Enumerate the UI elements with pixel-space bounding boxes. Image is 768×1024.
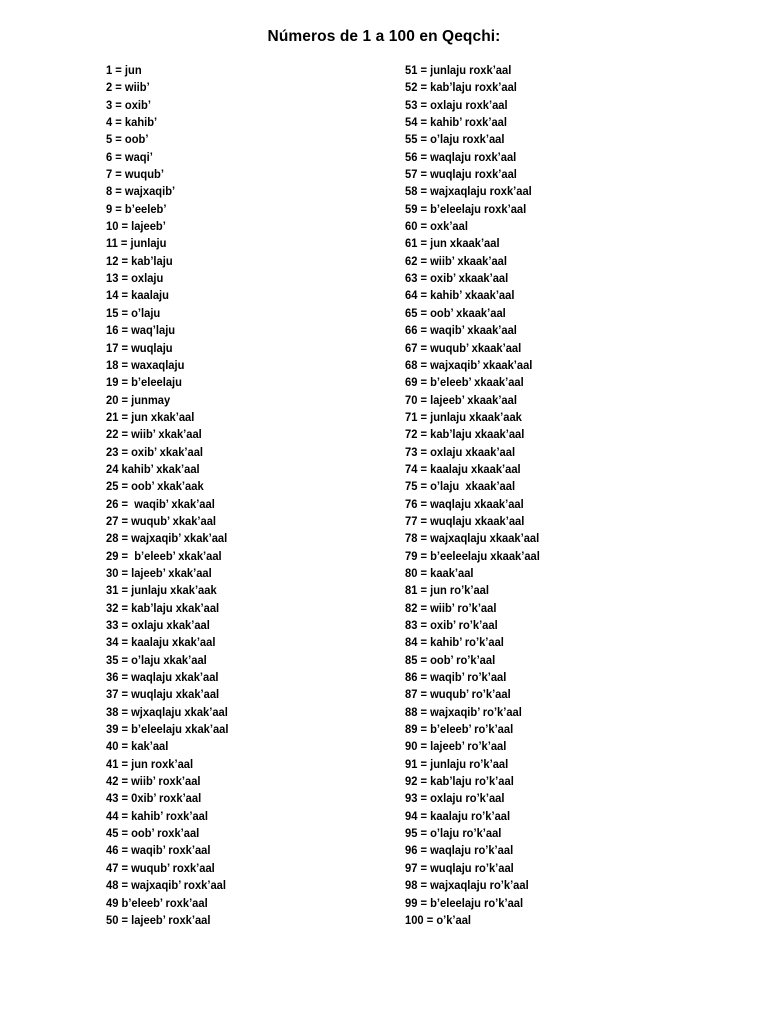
number-entry: 97 = wuqlaju ro’k’aal bbox=[405, 860, 514, 875]
number-entry: 5 = oob’ bbox=[106, 132, 149, 147]
number-entry: 10 = lajeeb’ bbox=[106, 219, 166, 234]
number-entry: 56 = waqlaju roxk’aal bbox=[405, 149, 517, 164]
number-entry: 15 = o’laju bbox=[106, 305, 161, 320]
number-entry: 11 = junlaju bbox=[106, 236, 167, 251]
number-entry: 3 = oxib’ bbox=[106, 97, 151, 112]
number-entry: 28 = wajxaqib’ xkak’aal bbox=[106, 531, 228, 546]
number-entry: 48 = wajxaqib’ roxk’aal bbox=[106, 878, 226, 893]
number-entry: 84 = kahib’ ro’k’aal bbox=[405, 635, 504, 650]
number-entry: 55 = o’laju roxk’aal bbox=[405, 132, 505, 147]
number-entry: 89 = b’eleeb’ ro’k’aal bbox=[405, 722, 514, 737]
number-entry: 14 = kaalaju bbox=[106, 288, 169, 303]
number-entry: 86 = waqib’ ro’k’aal bbox=[405, 670, 507, 685]
number-entry: 19 = b’eleelaju bbox=[106, 375, 182, 390]
number-entry: 30 = lajeeb’ xkak’aal bbox=[106, 565, 212, 580]
number-entry: 83 = oxib’ ro’k’aal bbox=[405, 618, 498, 632]
number-entry: 29 = b’eleeb’ xkak’aal bbox=[106, 548, 222, 563]
number-entry: 69 = b’eleeb’ xkaak’aal bbox=[405, 375, 524, 390]
number-entry: 32 = kab’laju xkak’aal bbox=[106, 600, 220, 615]
number-entry: 92 = kab’laju ro’k’aal bbox=[405, 774, 514, 789]
number-entry: 68 = wajxaqib’ xkaak’aal bbox=[405, 357, 533, 372]
number-entry: 82 = wiib’ ro’k’aal bbox=[405, 600, 497, 615]
number-entry: 44 = kahib’ roxk’aal bbox=[106, 808, 208, 823]
number-entry: 98 = wajxaqlaju ro’k’aal bbox=[405, 878, 529, 893]
number-entry: 23 = oxib’ xkak’aal bbox=[106, 444, 204, 459]
number-entry: 39 = b’eleelaju xkak’aal bbox=[106, 722, 229, 737]
number-entry: 6 = waqi’ bbox=[106, 149, 153, 164]
number-entry: 34 = kaalaju xkak’aal bbox=[106, 635, 216, 650]
number-entry: 85 = oob’ ro’k’aal bbox=[405, 652, 496, 667]
number-entry: 93 = oxlaju ro’k’aal bbox=[405, 791, 505, 806]
number-entry: 33 = oxlaju xkak’aal bbox=[106, 618, 210, 632]
number-entry: 73 = oxlaju xkaak’aal bbox=[405, 444, 516, 459]
number-entry: 58 = wajxaqlaju roxk’aal bbox=[405, 184, 532, 199]
number-entry: 43 = 0xib’ roxk’aal bbox=[106, 791, 202, 806]
number-entry: 95 = o’laju ro’k’aal bbox=[405, 826, 502, 841]
number-entry: 42 = wiib’ roxk’aal bbox=[106, 774, 201, 789]
number-entry: 65 = oob’ xkaak’aal bbox=[405, 305, 506, 320]
number-entry: 78 = wajxaqlaju xkaak’aal bbox=[405, 531, 540, 546]
number-entry: 53 = oxlaju roxk’aal bbox=[405, 97, 508, 112]
number-entry: 18 = waxaqlaju bbox=[106, 357, 185, 372]
left-number-list bbox=[106, 62, 386, 929]
number-entry: 41 = jun roxk’aal bbox=[106, 756, 194, 771]
number-entry: 45 = oob’ roxk’aal bbox=[106, 826, 200, 841]
number-entry: 8 = wajxaqib’ bbox=[106, 184, 176, 199]
number-entry: 76 = waqlaju xkaak’aal bbox=[405, 496, 524, 511]
number-entry: 35 = o’laju xkak’aal bbox=[106, 652, 207, 667]
number-entry: 74 = kaalaju xkaak’aal bbox=[405, 461, 521, 476]
number-entry: 13 = oxlaju bbox=[106, 271, 164, 286]
number-entry: 81 = jun ro’k’aal bbox=[405, 583, 489, 598]
number-entry: 96 = waqlaju ro’k’aal bbox=[405, 843, 514, 858]
number-entry: 94 = kaalaju ro’k’aal bbox=[405, 808, 511, 823]
number-entry: 38 = wjxaqlaju xkak’aal bbox=[106, 704, 228, 719]
number-entry: 100 = o’k’aal bbox=[405, 912, 472, 927]
number-entry: 60 = oxk’aal bbox=[405, 219, 468, 234]
number-entry: 54 = kahib’ roxk’aal bbox=[405, 115, 507, 130]
number-entry: 22 = wiib’ xkak’aal bbox=[106, 427, 202, 442]
number-entry: 80 = kaak’aal bbox=[405, 565, 474, 580]
number-entry: 63 = oxib’ xkaak’aal bbox=[405, 271, 509, 286]
number-entry: 7 = wuqub’ bbox=[106, 167, 164, 182]
number-entry: 87 = wuqub’ ro’k’aal bbox=[405, 687, 511, 702]
number-entry: 51 = junlaju roxk’aal bbox=[405, 63, 512, 77]
number-entry: 17 = wuqlaju bbox=[106, 340, 173, 355]
number-entry: 62 = wiib’ xkaak’aal bbox=[405, 253, 507, 268]
number-entry: 46 = waqib’ roxk’aal bbox=[106, 843, 211, 858]
number-entry: 99 = b’eleelaju ro’k’aal bbox=[405, 895, 524, 910]
number-entry: 40 = kak’aal bbox=[106, 739, 169, 754]
number-entry: 70 = lajeeb’ xkaak’aal bbox=[405, 392, 517, 407]
number-entry: 61 = jun xkaak’aal bbox=[405, 236, 500, 251]
number-entry: 9 = b’eeleb’ bbox=[106, 201, 167, 216]
number-entry: 49 b’eleeb’ roxk’aal bbox=[106, 895, 208, 910]
number-entry: 31 = junlaju xkak’aak bbox=[106, 583, 217, 598]
number-entry: 4 = kahib’ bbox=[106, 115, 158, 130]
number-entry: 26 = waqib’ xkak’aal bbox=[106, 496, 215, 511]
number-entry: 12 = kab’laju bbox=[106, 253, 173, 268]
number-entry: 59 = b’eleelaju roxk’aal bbox=[405, 201, 527, 216]
page-title: Números de 1 a 100 en Qeqchi: bbox=[267, 28, 501, 45]
number-entry: 91 = junlaju ro’k’aal bbox=[405, 756, 509, 771]
number-entry: 75 = o’laju xkaak’aal bbox=[405, 479, 516, 494]
number-entry: 21 = jun xkak’aal bbox=[106, 409, 195, 424]
number-entry: 77 = wuqlaju xkaak’aal bbox=[405, 513, 525, 528]
number-entry: 20 = junmay bbox=[106, 392, 171, 407]
number-entry: 90 = lajeeb’ ro’k’aal bbox=[405, 739, 507, 754]
number-entry: 37 = wuqlaju xkak’aal bbox=[106, 687, 220, 702]
right-number-list bbox=[405, 62, 705, 929]
number-entry: 72 = kab’laju xkaak’aal bbox=[405, 427, 525, 442]
number-entry: 71 = junlaju xkaak’aak bbox=[405, 409, 522, 424]
number-entry: 24 kahib’ xkak’aal bbox=[106, 461, 200, 476]
number-entry: 25 = oob’ xkak’aak bbox=[106, 479, 204, 494]
number-entry: 79 = b’eeleelaju xkaak’aal bbox=[405, 548, 540, 563]
number-entry: 47 = wuqub’ roxk’aal bbox=[106, 860, 215, 875]
number-entry: 16 = waq’laju bbox=[106, 323, 176, 338]
number-entry: 66 = waqib’ xkaak’aal bbox=[405, 323, 517, 338]
number-entry: 1 = jun bbox=[106, 63, 142, 77]
number-entry: 67 = wuqub’ xkaak’aal bbox=[405, 340, 522, 355]
number-entry: 2 = wiib’ bbox=[106, 80, 150, 95]
number-entry: 50 = lajeeb’ roxk’aal bbox=[106, 912, 211, 927]
number-entry: 36 = waqlaju xkak’aal bbox=[106, 670, 219, 685]
number-entry: 27 = wuqub’ xkak’aal bbox=[106, 513, 217, 528]
number-entry: 52 = kab’laju roxk’aal bbox=[405, 80, 517, 95]
number-entry: 88 = wajxaqib’ ro’k’aal bbox=[405, 704, 522, 719]
number-entry: 57 = wuqlaju roxk’aal bbox=[405, 167, 517, 182]
number-entry: 64 = kahib’ xkaak’aal bbox=[405, 288, 515, 303]
